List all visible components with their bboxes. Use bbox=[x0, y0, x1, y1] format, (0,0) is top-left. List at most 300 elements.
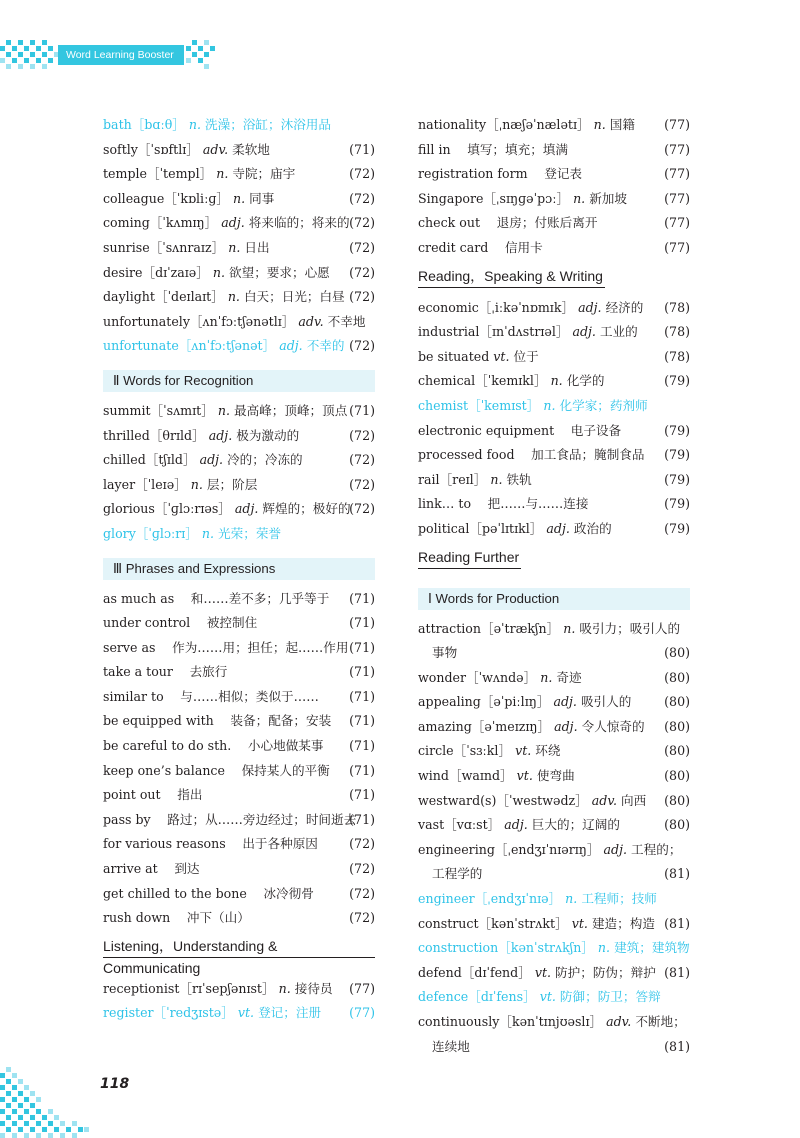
headword: wonder［ˈwʌndə］ bbox=[418, 669, 537, 685]
headword: arrive at bbox=[103, 861, 158, 877]
page-reference: (71) bbox=[349, 713, 375, 729]
meaning: 奇迹 bbox=[556, 669, 582, 685]
part-of-speech: adv. bbox=[606, 1014, 632, 1029]
meaning: 层；阶层 bbox=[206, 476, 258, 492]
headword: defence［dɪˈfens］ bbox=[418, 989, 536, 1005]
headword: desire［dɪˈzaɪə］ bbox=[103, 264, 209, 280]
headword: appealing［əˈpiːlɪŋ］ bbox=[418, 694, 550, 710]
meaning: 不幸地 bbox=[327, 313, 366, 329]
page-reference: (81) bbox=[664, 1038, 690, 1054]
part-of-speech: n. bbox=[573, 190, 586, 206]
headword: be situated bbox=[418, 348, 490, 364]
headword: be equipped with bbox=[103, 713, 214, 729]
headword: bath［bɑːθ］ bbox=[103, 117, 185, 132]
vocab-entry bbox=[418, 345, 690, 370]
headword: attraction［əˈtrækʃn］ bbox=[418, 620, 560, 636]
headword: engineer［ˌendʒɪˈnɪə］ bbox=[418, 891, 562, 907]
page-reference: (79) bbox=[664, 496, 690, 512]
vocab-entry bbox=[418, 739, 690, 764]
headword: similar to bbox=[103, 688, 164, 704]
headword: nationality［ˌnæʃəˈnælətɪ］ bbox=[418, 117, 590, 132]
vocab-entry bbox=[103, 399, 375, 424]
headword: daylight［ˈdeɪlaɪt］ bbox=[103, 289, 224, 305]
meaning: 去旅行 bbox=[189, 664, 228, 680]
section-subheading: Ⅰ Words for Production bbox=[418, 588, 690, 610]
part-of-speech: n. bbox=[217, 402, 230, 418]
vocab-entry bbox=[418, 443, 690, 468]
meaning: 铁轨 bbox=[506, 471, 532, 487]
meaning: 寺院；庙宇 bbox=[232, 166, 296, 182]
meaning: 登记；注册 bbox=[258, 1005, 322, 1021]
meaning: 冲下（山） bbox=[186, 910, 250, 926]
meaning: 化学的 bbox=[566, 373, 605, 389]
vocab-entry bbox=[418, 912, 690, 937]
meaning: 化学家；药剂师 bbox=[559, 397, 648, 413]
headword: sunrise［ˈsʌnraɪz］ bbox=[103, 239, 225, 255]
headword: engineering［ˌendʒɪˈnɪərɪŋ］ bbox=[418, 841, 600, 857]
page-reference: (71) bbox=[349, 615, 375, 631]
vocab-entry bbox=[418, 985, 690, 1010]
meaning: 同事 bbox=[249, 190, 275, 206]
vocab-entry bbox=[418, 296, 690, 321]
headword: chemist［ˈkemɪst］ bbox=[418, 397, 540, 413]
meaning: 和……差不多；几乎等于 bbox=[190, 590, 330, 606]
meaning: 到达 bbox=[174, 861, 200, 877]
headword: credit card bbox=[418, 239, 489, 255]
section-heading: Reading Further bbox=[418, 546, 521, 569]
pixel-pattern-footer-decoration bbox=[0, 1065, 95, 1138]
vocab-entry bbox=[418, 838, 690, 887]
vocab-entry bbox=[103, 1001, 375, 1026]
page-reference: (79) bbox=[664, 422, 690, 438]
meaning: 吸引人的 bbox=[580, 694, 632, 710]
meaning: 装备；配备；安装 bbox=[230, 713, 332, 729]
vocab-entry bbox=[418, 936, 690, 961]
vocab-entry bbox=[103, 660, 375, 685]
meaning-continued: 事物 bbox=[432, 645, 458, 661]
section-subheading: Ⅱ Words for Recognition bbox=[103, 370, 375, 392]
vocab-entry bbox=[418, 813, 690, 838]
part-of-speech: n. bbox=[227, 289, 240, 305]
meaning: 工业的 bbox=[599, 324, 638, 340]
vocab-entry bbox=[418, 113, 690, 138]
meaning: 信用卡 bbox=[504, 239, 543, 255]
headword: unfortunate［ʌnˈfɔːtʃənət］ bbox=[103, 338, 276, 354]
page-reference: (80) bbox=[664, 669, 690, 685]
page-reference: (72) bbox=[349, 885, 375, 901]
meaning: 电子设备 bbox=[570, 422, 622, 438]
page-reference: (71) bbox=[349, 664, 375, 680]
headword: construct［kənˈstrʌkt］ bbox=[418, 915, 568, 931]
part-of-speech: n. bbox=[233, 190, 246, 206]
headword: rail［reɪl］ bbox=[418, 471, 487, 487]
page-reference: (72) bbox=[349, 338, 375, 354]
headword: circle［ˈsɜːkl］ bbox=[418, 743, 512, 759]
meaning: 填写；填充；填满 bbox=[467, 141, 568, 157]
vocab-entry bbox=[103, 497, 375, 522]
part-of-speech: adj. bbox=[554, 718, 578, 734]
part-of-speech: adj. bbox=[221, 215, 245, 231]
meaning: 令人惊奇的 bbox=[581, 718, 645, 734]
page-reference: (72) bbox=[349, 452, 375, 468]
page-reference: (80) bbox=[664, 743, 690, 759]
headword: chilled［tʃɪld］ bbox=[103, 452, 196, 468]
meaning: 辉煌的；极好的 bbox=[262, 501, 351, 517]
section-subheading: Ⅲ Phrases and Expressions bbox=[103, 558, 375, 580]
vocab-entry bbox=[103, 187, 375, 212]
vocab-entry bbox=[418, 394, 690, 419]
part-of-speech: adv. bbox=[591, 792, 617, 808]
vocab-entry bbox=[418, 236, 690, 261]
meaning: 保持某人的平衡 bbox=[241, 762, 330, 778]
page-reference: (79) bbox=[664, 373, 690, 389]
headword: Singapore［ˌsɪŋɡəˈpɔː］ bbox=[418, 190, 570, 206]
page-reference: (78) bbox=[664, 348, 690, 364]
meaning: 与……相似；类似于…… bbox=[180, 688, 319, 704]
page-reference: (72) bbox=[349, 239, 375, 255]
vocab-entry bbox=[418, 961, 690, 986]
vocab-entry bbox=[418, 369, 690, 394]
meaning: 登记表 bbox=[544, 166, 582, 182]
vocab-entry bbox=[418, 690, 690, 715]
page-reference: (72) bbox=[349, 289, 375, 305]
page-reference: (72) bbox=[349, 190, 375, 206]
meaning: 路过；从……旁边经过；时间逝去 bbox=[167, 811, 357, 827]
headword: chemical［ˈkemɪkl］ bbox=[418, 373, 547, 389]
meaning: 国籍 bbox=[609, 117, 635, 132]
page-reference: (80) bbox=[664, 718, 690, 734]
part-of-speech: vt. bbox=[237, 1005, 255, 1021]
part-of-speech: adj. bbox=[572, 324, 596, 340]
vocab-entry bbox=[418, 517, 690, 542]
headword: layer［ˈleɪə］ bbox=[103, 476, 187, 492]
meaning: 柔软地 bbox=[232, 141, 270, 157]
meaning: 向西 bbox=[621, 792, 647, 808]
part-of-speech: n. bbox=[563, 620, 576, 636]
part-of-speech: adj. bbox=[578, 299, 602, 315]
page-reference: (72) bbox=[349, 476, 375, 492]
vocab-entry bbox=[103, 709, 375, 734]
vocab-entry bbox=[103, 162, 375, 187]
page-reference: (72) bbox=[349, 427, 375, 443]
part-of-speech: vt. bbox=[493, 348, 510, 364]
vocab-entry bbox=[418, 666, 690, 691]
part-of-speech: n. bbox=[565, 891, 578, 907]
headword: under control bbox=[103, 615, 191, 631]
page-reference: (71) bbox=[349, 141, 375, 157]
headword: wind［waɪnd］ bbox=[418, 768, 513, 784]
vocab-entry bbox=[103, 261, 375, 286]
headword: temple［ˈtempl］ bbox=[103, 166, 213, 182]
meaning: 冰冷彻骨 bbox=[263, 885, 314, 901]
page-reference: (77) bbox=[664, 215, 690, 231]
page-reference: (77) bbox=[664, 166, 690, 182]
meaning: 巨大的；辽阔的 bbox=[531, 817, 620, 833]
meaning: 新加坡 bbox=[589, 190, 627, 206]
vocab-entry bbox=[103, 236, 375, 261]
vocab-entry bbox=[103, 857, 375, 882]
vocab-entry bbox=[418, 492, 690, 517]
page-reference: (72) bbox=[349, 910, 375, 926]
section-heading: Listening，Understanding & Communicating bbox=[103, 935, 375, 958]
meaning: 加工食品；腌制食品 bbox=[531, 447, 645, 463]
vocab-entry bbox=[103, 334, 375, 359]
vocab-entry bbox=[103, 882, 375, 907]
headword: keep one’s balance bbox=[103, 762, 225, 778]
meaning: 位于 bbox=[513, 348, 539, 364]
meaning: 白天；日光；白昼 bbox=[243, 289, 345, 305]
headword: rush down bbox=[103, 910, 171, 926]
part-of-speech: vt. bbox=[539, 989, 556, 1005]
page-number: 118 bbox=[100, 1076, 130, 1092]
part-of-speech: adj. bbox=[208, 427, 233, 443]
part-of-speech: n. bbox=[212, 264, 225, 280]
meaning: 极为激动的 bbox=[236, 427, 300, 443]
page-reference: (72) bbox=[349, 861, 375, 877]
headword: serve as bbox=[103, 639, 156, 655]
meaning-continued: 工程学的 bbox=[432, 866, 483, 882]
vocab-entry bbox=[103, 685, 375, 710]
header-title: Word Learning Booster bbox=[58, 45, 184, 65]
vocab-entry bbox=[418, 320, 690, 345]
vocab-entry bbox=[418, 789, 690, 814]
vocab-entry bbox=[103, 211, 375, 236]
meaning: 不断地； bbox=[635, 1014, 686, 1029]
page-reference: (79) bbox=[664, 447, 690, 463]
page-reference: (71) bbox=[349, 688, 375, 704]
vocab-entry bbox=[103, 906, 375, 931]
vocab-entry bbox=[103, 522, 375, 547]
vocab-entry bbox=[103, 113, 375, 138]
vocab-entry bbox=[418, 419, 690, 444]
meaning: 防护；防伪；辩护 bbox=[555, 964, 656, 980]
part-of-speech: n. bbox=[216, 166, 229, 182]
vocab-entry bbox=[103, 285, 375, 310]
vocab-entry bbox=[418, 887, 690, 912]
right-column bbox=[418, 113, 690, 1059]
page-reference: (77) bbox=[349, 1005, 375, 1021]
headword: economic［ˌiːkəˈnɒmɪk］ bbox=[418, 299, 575, 315]
meaning: 最高峰；顶峰；顶点 bbox=[233, 402, 348, 418]
part-of-speech: adj. bbox=[546, 520, 570, 536]
part-of-speech: adj. bbox=[234, 501, 259, 517]
vocab-entry bbox=[103, 587, 375, 612]
part-of-speech: adj. bbox=[603, 841, 628, 857]
part-of-speech: adj. bbox=[553, 694, 577, 710]
headword: electronic equipment bbox=[418, 422, 555, 438]
page-reference: (72) bbox=[349, 264, 375, 280]
headword: registration form bbox=[418, 166, 528, 182]
vocab-entry bbox=[418, 162, 690, 187]
meaning: 退房；付账后离开 bbox=[496, 215, 598, 231]
headword: continuously［kənˈtɪnjʊəslɪ］ bbox=[418, 1014, 603, 1029]
page-reference: (80) bbox=[664, 694, 690, 710]
vocab-entry bbox=[103, 759, 375, 784]
vocab-entry bbox=[418, 468, 690, 493]
meaning: 冷的；冷冻的 bbox=[227, 452, 303, 468]
meaning: 出于各种原因 bbox=[242, 836, 318, 852]
page-reference: (72) bbox=[349, 215, 375, 231]
vocab-entry bbox=[103, 473, 375, 498]
vocab-entry bbox=[103, 636, 375, 661]
page-reference: (81) bbox=[664, 964, 690, 980]
headword: unfortunately［ʌnˈfɔːtʃənətlɪ］ bbox=[103, 313, 295, 329]
meaning-continued: 连续地 bbox=[432, 1038, 470, 1054]
headword: processed food bbox=[418, 447, 515, 463]
meaning: 吸引力；吸引人的 bbox=[579, 620, 681, 636]
headword: for various reasons bbox=[103, 836, 226, 852]
headword: amazing［əˈmeɪzɪŋ］ bbox=[418, 718, 551, 734]
meaning: 光荣；荣誉 bbox=[218, 525, 282, 541]
headword: softly［ˈsɒftlɪ］ bbox=[103, 141, 199, 157]
page-reference: (71) bbox=[349, 811, 375, 827]
meaning: 环绕 bbox=[535, 743, 561, 759]
meaning: 指出 bbox=[177, 787, 203, 803]
part-of-speech: adj. bbox=[279, 338, 303, 354]
vocab-entry bbox=[418, 138, 690, 163]
headword: get chilled to the bone bbox=[103, 885, 247, 901]
part-of-speech: n. bbox=[278, 980, 291, 996]
part-of-speech: n. bbox=[228, 239, 241, 255]
vocab-entry bbox=[418, 211, 690, 236]
vocab-entry bbox=[418, 715, 690, 740]
meaning: 接待员 bbox=[294, 980, 333, 996]
page-reference: (80) bbox=[664, 645, 690, 661]
vocab-entry bbox=[103, 808, 375, 833]
page-reference: (77) bbox=[664, 239, 690, 255]
vocab-entry bbox=[418, 187, 690, 212]
part-of-speech: adv. bbox=[298, 313, 324, 329]
part-of-speech: n. bbox=[540, 669, 553, 685]
meaning: 日出 bbox=[244, 239, 270, 255]
part-of-speech: n. bbox=[593, 117, 606, 132]
headword: vast［vɑːst］ bbox=[418, 817, 501, 833]
vocab-entry bbox=[103, 783, 375, 808]
page-reference: (77) bbox=[349, 980, 375, 996]
vocab-entry bbox=[418, 764, 690, 789]
headword: glory［ˈɡlɔːrɪ］ bbox=[103, 525, 198, 541]
part-of-speech: n. bbox=[190, 476, 203, 492]
headword: westward(s)［ˈwestwədz］ bbox=[418, 792, 588, 808]
page-reference: (71) bbox=[349, 762, 375, 778]
headword: be careful to do sth. bbox=[103, 738, 232, 754]
page-reference: (71) bbox=[349, 402, 375, 418]
part-of-speech: n. bbox=[597, 940, 611, 956]
headword: defend［dɪˈfend］ bbox=[418, 964, 531, 980]
part-of-speech: adv. bbox=[202, 141, 229, 157]
part-of-speech: adj. bbox=[199, 452, 224, 468]
headword: colleague［ˈkɒliːɡ］ bbox=[103, 190, 229, 206]
page-reference: (77) bbox=[664, 141, 690, 157]
headword: point out bbox=[103, 787, 161, 803]
page-reference: (81) bbox=[664, 866, 690, 882]
headword: receptionist［rɪˈsepʃənɪst］ bbox=[103, 980, 275, 996]
page-reference: (72) bbox=[349, 501, 375, 517]
vocab-entry bbox=[103, 977, 375, 1002]
page-reference: (71) bbox=[349, 590, 375, 606]
page-reference: (78) bbox=[664, 299, 690, 315]
meaning: 工程的； bbox=[631, 841, 682, 857]
vocab-entry bbox=[103, 832, 375, 857]
page-reference: (79) bbox=[664, 520, 690, 536]
page-reference: (80) bbox=[664, 792, 690, 808]
headword: as much as bbox=[103, 590, 175, 606]
headword: link… to bbox=[418, 496, 472, 512]
headword: construction［kənˈstrʌkʃn］ bbox=[418, 940, 594, 956]
page-reference: (81) bbox=[664, 915, 690, 931]
part-of-speech: n. bbox=[543, 397, 556, 413]
meaning: 政治的 bbox=[573, 520, 612, 536]
part-of-speech: vt. bbox=[516, 768, 533, 784]
meaning: 不幸的 bbox=[306, 338, 345, 354]
page-reference: (77) bbox=[664, 117, 690, 132]
meaning: 建筑；建筑物 bbox=[614, 940, 690, 956]
meaning: 使弯曲 bbox=[536, 768, 575, 784]
vocab-entry bbox=[103, 138, 375, 163]
headword: political［pəˈlɪtɪkl］ bbox=[418, 520, 543, 536]
page-header bbox=[0, 40, 215, 70]
meaning: 洗澡；浴缸；沐浴用品 bbox=[205, 117, 331, 132]
headword: pass by bbox=[103, 811, 151, 827]
meaning: 工程师；技师 bbox=[581, 891, 657, 907]
headword: register［ˈredʒɪstə］ bbox=[103, 1005, 234, 1021]
headword: industrial［ɪnˈdʌstrɪəl］ bbox=[418, 324, 569, 340]
part-of-speech: vt. bbox=[571, 915, 588, 931]
vocab-entry bbox=[103, 448, 375, 473]
part-of-speech: n. bbox=[188, 117, 202, 132]
page-reference: (80) bbox=[664, 817, 690, 833]
page-reference: (79) bbox=[664, 471, 690, 487]
headword: coming［ˈkʌmɪŋ］ bbox=[103, 215, 218, 231]
meaning: 被控制住 bbox=[206, 615, 258, 631]
part-of-speech: adj. bbox=[504, 817, 528, 833]
left-column bbox=[103, 113, 375, 1026]
headword: fill in bbox=[418, 141, 451, 157]
page-reference: (72) bbox=[349, 166, 375, 182]
section-heading: Reading，Speaking & Writing bbox=[418, 265, 605, 288]
vocab-entry bbox=[103, 734, 375, 759]
vocab-entry bbox=[418, 617, 690, 666]
headword: take a tour bbox=[103, 664, 173, 680]
meaning: 经济的 bbox=[605, 299, 644, 315]
vocab-entry bbox=[418, 1010, 690, 1059]
page-reference: (80) bbox=[664, 768, 690, 784]
part-of-speech: n. bbox=[550, 373, 563, 389]
page-reference: (71) bbox=[349, 787, 375, 803]
part-of-speech: n. bbox=[490, 471, 503, 487]
page-reference: (77) bbox=[664, 190, 690, 206]
page-reference: (71) bbox=[349, 639, 375, 655]
meaning: 把……与……连接 bbox=[487, 496, 589, 512]
meaning: 欲望；要求；心愿 bbox=[229, 264, 330, 280]
meaning: 建造；构造 bbox=[591, 915, 655, 931]
headword: thrilled［θrɪld］ bbox=[103, 427, 205, 443]
headword: glorious［ˈɡlɔːrɪəs］ bbox=[103, 501, 231, 517]
meaning: 将来临的；将来的 bbox=[248, 215, 350, 231]
meaning: 防御；防卫；答辩 bbox=[559, 989, 661, 1005]
meaning: 作为……用；担任；起……作用 bbox=[172, 639, 349, 655]
headword: check out bbox=[418, 215, 481, 231]
page-reference: (71) bbox=[349, 738, 375, 754]
headword: summit［ˈsʌmɪt］ bbox=[103, 402, 214, 418]
vocab-entry bbox=[103, 611, 375, 636]
part-of-speech: n. bbox=[201, 525, 215, 541]
part-of-speech: vt. bbox=[534, 964, 552, 980]
part-of-speech: vt. bbox=[515, 743, 532, 759]
page-reference: (78) bbox=[664, 324, 690, 340]
vocab-entry bbox=[103, 424, 375, 449]
page-reference: (72) bbox=[349, 836, 375, 852]
